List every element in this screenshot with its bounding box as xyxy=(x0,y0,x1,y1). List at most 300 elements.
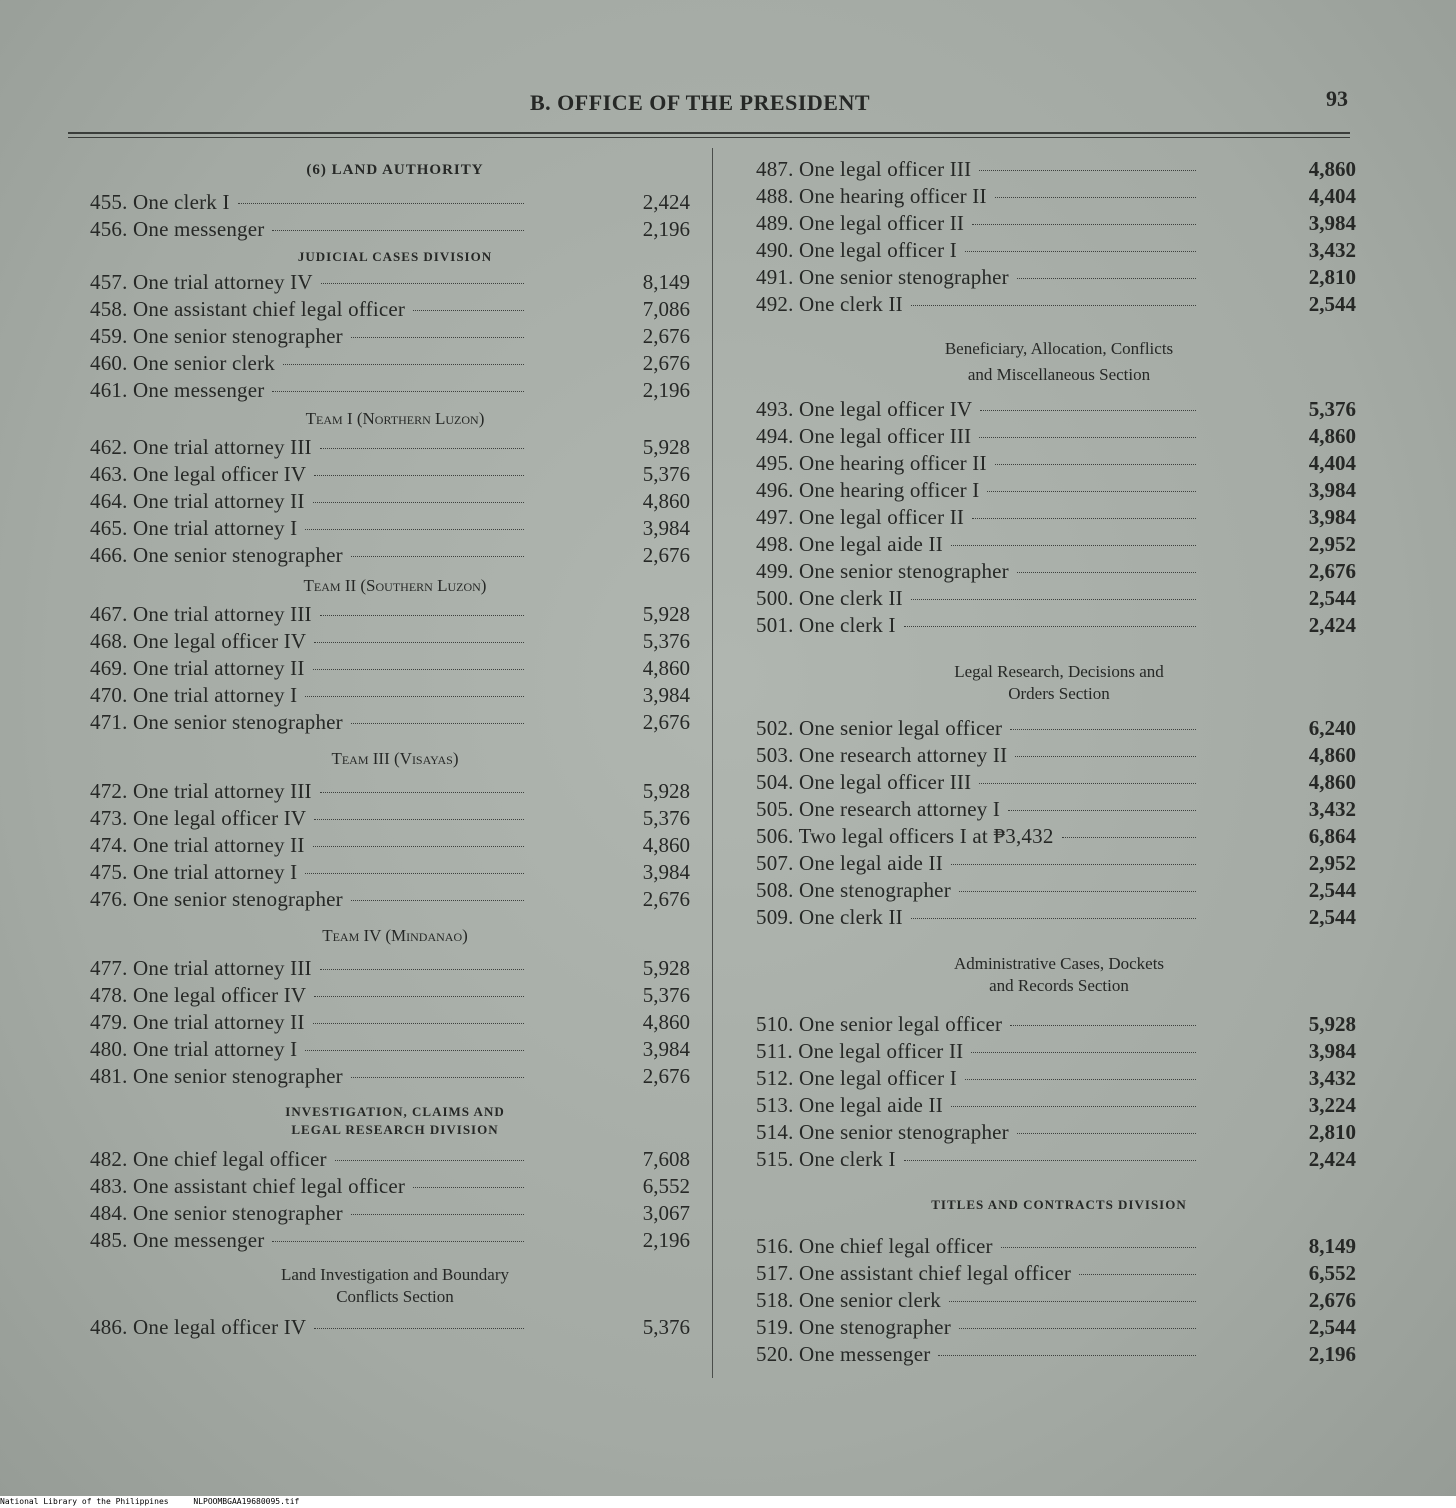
position-row xyxy=(756,1341,1362,1368)
position-label: 485. One messenger xyxy=(90,1228,265,1252)
position-label: 457. One trial attorney IV xyxy=(90,270,313,294)
salary-amount: 2,676 xyxy=(1308,559,1356,583)
dot-leader xyxy=(911,305,1196,306)
position-row xyxy=(756,742,1362,769)
salary-amount: 2,424 xyxy=(1308,613,1356,637)
position-label: 520. One messenger xyxy=(756,1342,931,1366)
position-label: 476. One senior stenographer xyxy=(90,887,343,911)
dot-leader xyxy=(314,996,524,997)
salary-amount: 2,544 xyxy=(1308,905,1356,929)
position-row xyxy=(90,515,700,542)
salary-amount: 3,224 xyxy=(1308,1093,1356,1117)
item-list xyxy=(756,1233,1362,1368)
position-label: 468. One legal officer IV xyxy=(90,629,307,653)
salary-amount: 2,544 xyxy=(1308,586,1356,610)
dot-leader xyxy=(238,203,524,204)
position-label: 471. One senior stenographer xyxy=(90,710,343,734)
dot-leader xyxy=(351,1077,524,1078)
position-row xyxy=(756,1011,1362,1038)
position-label: 502. One senior legal officer xyxy=(756,716,1003,740)
position-row xyxy=(90,805,700,832)
position-lead xyxy=(756,823,1202,850)
salary-amount: 2,196 xyxy=(1308,1342,1356,1366)
division-heading-titles: TITLES AND CONTRACTS DIVISION xyxy=(931,1197,1187,1212)
position-row xyxy=(90,628,700,655)
dot-leader xyxy=(1010,1025,1196,1026)
position-lead xyxy=(756,1038,1202,1065)
dot-leader xyxy=(972,224,1196,225)
left-column xyxy=(90,162,700,1341)
salary-amount: 6,552 xyxy=(642,1174,690,1198)
position-lead xyxy=(90,1200,530,1227)
position-row xyxy=(756,156,1362,183)
salary-amount: 6,864 xyxy=(1308,824,1356,848)
dot-leader xyxy=(351,723,524,724)
position-row xyxy=(756,715,1362,742)
position-lead xyxy=(756,1092,1202,1119)
footer-file: NLPOOMBGAA19680095.tif xyxy=(193,1497,300,1506)
position-lead xyxy=(90,296,530,323)
position-lead xyxy=(90,859,530,886)
salary-amount: 8,149 xyxy=(642,270,690,294)
dot-leader xyxy=(305,529,524,530)
position-row xyxy=(756,450,1362,477)
dot-leader xyxy=(305,696,524,697)
position-row xyxy=(756,877,1362,904)
position-label: 509. One clerk II xyxy=(756,905,903,929)
position-label: 459. One senior stenographer xyxy=(90,324,343,348)
dot-leader xyxy=(305,873,524,874)
salary-amount: 3,432 xyxy=(1308,238,1356,262)
position-row xyxy=(90,601,700,628)
position-lead xyxy=(756,156,1202,183)
salary-amount: 2,676 xyxy=(642,351,690,375)
position-label: 472. One trial attorney III xyxy=(90,779,312,803)
position-label: 489. One legal officer II xyxy=(756,211,965,235)
dot-leader xyxy=(959,1328,1196,1329)
salary-amount: 3,432 xyxy=(1308,797,1356,821)
position-row xyxy=(90,269,700,296)
position-lead xyxy=(756,742,1202,769)
position-lead xyxy=(90,886,530,913)
dot-leader xyxy=(1001,1247,1196,1248)
salary-amount: 3,984 xyxy=(642,516,690,540)
position-lead xyxy=(756,612,1202,639)
position-row xyxy=(90,1009,700,1036)
position-row xyxy=(90,859,700,886)
position-lead xyxy=(756,1065,1202,1092)
salary-amount: 2,676 xyxy=(1308,1288,1356,1312)
position-lead xyxy=(756,1260,1202,1287)
position-lead xyxy=(756,558,1202,585)
position-lead xyxy=(90,542,530,569)
position-lead xyxy=(756,904,1202,931)
position-label: 470. One trial attorney I xyxy=(90,683,298,707)
position-lead xyxy=(90,955,530,982)
salary-amount: 2,676 xyxy=(642,543,690,567)
salary-amount: 4,404 xyxy=(1308,184,1356,208)
footer-library: National Library of the Philippines xyxy=(0,1497,169,1506)
position-row xyxy=(90,1146,700,1173)
position-label: 515. One clerk I xyxy=(756,1147,896,1171)
salary-amount: 5,376 xyxy=(642,1315,690,1339)
position-lead xyxy=(90,189,530,216)
position-row xyxy=(756,477,1362,504)
position-label: 495. One hearing officer II xyxy=(756,451,987,475)
position-row xyxy=(756,1065,1362,1092)
position-lead xyxy=(756,1233,1202,1260)
salary-amount: 5,928 xyxy=(1308,1012,1356,1036)
dot-leader xyxy=(911,918,1196,919)
dot-leader xyxy=(320,792,524,793)
dot-leader xyxy=(335,1160,524,1161)
section-heading-land-authority: (6) LAND AUTHORITY xyxy=(306,162,484,178)
dot-leader xyxy=(1017,1133,1196,1134)
item-list xyxy=(756,1011,1362,1173)
dot-leader xyxy=(272,1241,524,1242)
position-row xyxy=(756,850,1362,877)
position-row xyxy=(90,189,700,216)
position-row xyxy=(756,423,1362,450)
position-row xyxy=(90,778,700,805)
position-label: 494. One legal officer III xyxy=(756,424,972,448)
position-label: 486. One legal officer IV xyxy=(90,1315,307,1339)
team-heading: Team II (Southern Luzon) xyxy=(303,576,487,595)
salary-amount: 3,984 xyxy=(1308,1039,1356,1063)
item-list xyxy=(90,601,700,736)
position-lead xyxy=(756,850,1202,877)
position-lead xyxy=(756,396,1202,423)
position-row xyxy=(90,377,700,404)
running-head: B. OFFICE OF THE PRESIDENT xyxy=(530,90,871,115)
position-lead xyxy=(756,1011,1202,1038)
position-label: 512. One legal officer I xyxy=(756,1066,957,1090)
position-lead xyxy=(756,877,1202,904)
salary-amount: 2,676 xyxy=(642,324,690,348)
position-label: 507. One legal aide II xyxy=(756,851,943,875)
position-lead xyxy=(90,515,530,542)
position-lead xyxy=(756,477,1202,504)
position-row xyxy=(756,264,1362,291)
section-heading-administrative-line2: and Records Section xyxy=(989,976,1129,995)
position-row xyxy=(756,504,1362,531)
position-label: 458. One assistant chief legal officer xyxy=(90,297,406,321)
section-heading-land-investigation: Land Investigation and Boundary xyxy=(280,1265,510,1284)
salary-amount: 4,860 xyxy=(642,1010,690,1034)
position-row xyxy=(90,296,700,323)
position-label: 510. One senior legal officer xyxy=(756,1012,1003,1036)
salary-amount: 4,860 xyxy=(642,833,690,857)
salary-amount: 7,608 xyxy=(642,1147,690,1171)
salary-amount: 6,552 xyxy=(1308,1261,1356,1285)
position-lead xyxy=(756,1119,1202,1146)
salary-amount: 5,376 xyxy=(642,629,690,653)
position-row xyxy=(756,558,1362,585)
position-row xyxy=(90,982,700,1009)
position-row xyxy=(756,531,1362,558)
salary-amount: 2,196 xyxy=(642,378,690,402)
position-row xyxy=(756,210,1362,237)
dot-leader xyxy=(272,230,524,231)
salary-amount: 3,984 xyxy=(642,860,690,884)
item-list xyxy=(90,434,700,569)
position-label: 480. One trial attorney I xyxy=(90,1037,298,1061)
salary-amount: 3,432 xyxy=(1308,1066,1356,1090)
position-lead xyxy=(90,461,530,488)
dot-leader xyxy=(965,1079,1196,1080)
position-lead xyxy=(756,450,1202,477)
salary-amount: 3,984 xyxy=(1308,505,1356,529)
position-row xyxy=(90,955,700,982)
position-label: 478. One legal officer IV xyxy=(90,983,307,1007)
position-label: 496. One hearing officer I xyxy=(756,478,980,502)
page-number: 93 xyxy=(1326,86,1348,111)
position-lead xyxy=(90,778,530,805)
position-row xyxy=(90,488,700,515)
position-row xyxy=(756,183,1362,210)
salary-amount: 4,404 xyxy=(1308,451,1356,475)
dot-leader xyxy=(321,283,524,284)
position-lead xyxy=(90,1146,530,1173)
position-label: 467. One trial attorney III xyxy=(90,602,312,626)
position-label: 477. One trial attorney III xyxy=(90,956,312,980)
position-row xyxy=(90,350,700,377)
salary-amount: 5,376 xyxy=(642,806,690,830)
position-lead xyxy=(90,982,530,1009)
dot-leader xyxy=(911,599,1196,600)
position-lead xyxy=(756,585,1202,612)
position-lead xyxy=(756,291,1202,318)
position-row xyxy=(756,237,1362,264)
dot-leader xyxy=(980,410,1196,411)
item-list xyxy=(90,778,700,913)
position-row xyxy=(90,323,700,350)
division-heading-investigation-line2: LEGAL RESEARCH DIVISION xyxy=(291,1122,499,1137)
dot-leader xyxy=(1017,572,1196,573)
salary-amount: 3,984 xyxy=(642,683,690,707)
position-lead xyxy=(90,682,530,709)
position-lead xyxy=(90,1314,530,1341)
dot-leader xyxy=(1017,278,1196,279)
position-row xyxy=(90,216,700,243)
salary-amount: 4,860 xyxy=(1308,743,1356,767)
position-label: 499. One senior stenographer xyxy=(756,559,1009,583)
dot-leader xyxy=(1010,729,1196,730)
dot-leader xyxy=(351,337,524,338)
position-lead xyxy=(90,655,530,682)
position-lead xyxy=(756,531,1202,558)
dot-leader xyxy=(313,846,524,847)
position-label: 463. One legal officer IV xyxy=(90,462,307,486)
dot-leader xyxy=(313,1023,524,1024)
position-label: 504. One legal officer III xyxy=(756,770,972,794)
position-row xyxy=(756,1119,1362,1146)
position-label: 479. One trial attorney II xyxy=(90,1010,305,1034)
position-row xyxy=(90,434,700,461)
position-lead xyxy=(756,183,1202,210)
position-row xyxy=(756,1233,1362,1260)
position-label: 505. One research attorney I xyxy=(756,797,1001,821)
salary-amount: 2,544 xyxy=(1308,878,1356,902)
dot-leader xyxy=(314,819,524,820)
position-label: 469. One trial attorney II xyxy=(90,656,305,680)
item-list xyxy=(90,189,700,243)
position-label: 501. One clerk I xyxy=(756,613,896,637)
position-lead xyxy=(90,805,530,832)
dot-leader xyxy=(314,642,524,643)
position-row xyxy=(756,1146,1362,1173)
dot-leader xyxy=(959,891,1196,892)
position-row xyxy=(90,832,700,859)
item-list xyxy=(756,156,1362,318)
item-list xyxy=(90,1314,700,1341)
position-lead xyxy=(756,423,1202,450)
salary-amount: 8,149 xyxy=(1308,1234,1356,1258)
header-rule xyxy=(68,132,1350,134)
salary-amount: 5,928 xyxy=(642,602,690,626)
position-lead xyxy=(756,210,1202,237)
salary-amount: 4,860 xyxy=(1308,157,1356,181)
position-label: 474. One trial attorney II xyxy=(90,833,305,857)
salary-amount: 3,984 xyxy=(642,1037,690,1061)
position-lead xyxy=(90,1063,530,1090)
right-column xyxy=(756,156,1362,1368)
dot-leader xyxy=(351,556,524,557)
position-row xyxy=(756,612,1362,639)
section-heading-administrative: Administrative Cases, Dockets xyxy=(953,954,1165,973)
position-row xyxy=(90,655,700,682)
position-label: 462. One trial attorney III xyxy=(90,435,312,459)
position-row xyxy=(90,542,700,569)
salary-amount: 3,067 xyxy=(642,1201,690,1225)
header-rule-thin xyxy=(68,137,1350,138)
position-row xyxy=(90,1314,700,1341)
salary-amount: 5,376 xyxy=(642,983,690,1007)
position-label: 493. One legal officer IV xyxy=(756,397,973,421)
salary-amount: 5,376 xyxy=(1308,397,1356,421)
position-lead xyxy=(90,709,530,736)
position-lead xyxy=(90,832,530,859)
salary-amount: 5,928 xyxy=(642,956,690,980)
position-label: 466. One senior stenographer xyxy=(90,543,343,567)
item-list xyxy=(90,1146,700,1254)
position-label: 516. One chief legal officer xyxy=(756,1234,993,1258)
position-row xyxy=(90,1036,700,1063)
dot-leader xyxy=(351,1214,524,1215)
position-row xyxy=(90,1063,700,1090)
dot-leader xyxy=(904,1160,1196,1161)
salary-amount: 7,086 xyxy=(642,297,690,321)
salary-amount: 4,860 xyxy=(642,489,690,513)
position-label: 491. One senior stenographer xyxy=(756,265,1009,289)
dot-leader xyxy=(413,310,524,311)
salary-amount: 2,810 xyxy=(1308,265,1356,289)
position-lead xyxy=(90,488,530,515)
position-label: 473. One legal officer IV xyxy=(90,806,307,830)
dot-leader xyxy=(1079,1274,1196,1275)
dot-leader xyxy=(314,475,524,476)
salary-amount: 2,424 xyxy=(642,190,690,214)
salary-amount: 5,928 xyxy=(642,435,690,459)
salary-amount: 2,952 xyxy=(1308,532,1356,556)
dot-leader xyxy=(1008,810,1196,811)
position-label: 511. One legal officer II xyxy=(756,1039,964,1063)
salary-amount: 3,984 xyxy=(1308,478,1356,502)
dot-leader xyxy=(972,518,1196,519)
dot-leader xyxy=(272,391,524,392)
position-row xyxy=(90,886,700,913)
salary-amount: 2,196 xyxy=(642,1228,690,1252)
dot-leader xyxy=(313,502,524,503)
dot-leader xyxy=(979,170,1196,171)
position-label: 455. One clerk I xyxy=(90,190,230,214)
position-lead xyxy=(756,796,1202,823)
position-label: 500. One clerk II xyxy=(756,586,903,610)
division-heading-judicial: JUDICIAL CASES DIVISION xyxy=(297,249,493,264)
position-row xyxy=(756,1260,1362,1287)
scan-footer xyxy=(0,1496,1456,1508)
position-lead xyxy=(90,269,530,296)
position-row xyxy=(756,1092,1362,1119)
column-divider xyxy=(712,148,713,1378)
division-heading-investigation: INVESTIGATION, CLAIMS AND xyxy=(285,1104,505,1119)
position-label: 514. One senior stenographer xyxy=(756,1120,1009,1144)
position-label: 461. One messenger xyxy=(90,378,265,402)
position-label: 517. One assistant chief legal officer xyxy=(756,1261,1072,1285)
position-lead xyxy=(90,1227,530,1254)
dot-leader xyxy=(320,615,524,616)
position-label: 503. One research attorney II xyxy=(756,743,1008,767)
position-label: 484. One senior stenographer xyxy=(90,1201,343,1225)
position-lead xyxy=(756,769,1202,796)
position-row xyxy=(756,1287,1362,1314)
position-row xyxy=(756,796,1362,823)
position-label: 464. One trial attorney II xyxy=(90,489,305,513)
dot-leader xyxy=(314,1328,524,1329)
salary-amount: 2,196 xyxy=(642,217,690,241)
position-label: 519. One stenographer xyxy=(756,1315,951,1339)
salary-amount: 4,860 xyxy=(1308,770,1356,794)
dot-leader xyxy=(305,1050,524,1051)
dot-leader xyxy=(979,437,1196,438)
position-label: 482. One chief legal officer xyxy=(90,1147,327,1171)
position-lead xyxy=(756,264,1202,291)
position-lead xyxy=(90,628,530,655)
section-heading-legal-research: Legal Research, Decisions and xyxy=(954,662,1164,681)
position-row xyxy=(90,1227,700,1254)
position-lead xyxy=(90,377,530,404)
team-heading: Team III (Visayas) xyxy=(331,749,459,768)
dot-leader xyxy=(965,251,1196,252)
position-lead xyxy=(756,1314,1202,1341)
section-heading-beneficiary: Beneficiary, Allocation, Conflicts xyxy=(944,339,1174,358)
dot-leader xyxy=(949,1301,1196,1302)
section-heading-legal-research-line2: Orders Section xyxy=(1008,684,1110,703)
position-lead xyxy=(90,350,530,377)
dot-leader xyxy=(951,545,1196,546)
position-label: 490. One legal officer I xyxy=(756,238,957,262)
salary-amount: 5,376 xyxy=(642,462,690,486)
dot-leader xyxy=(320,969,524,970)
position-label: 506. Two legal officers I at ₱3,432 xyxy=(756,824,1054,848)
position-label: 492. One clerk II xyxy=(756,292,903,316)
dot-leader xyxy=(951,1106,1196,1107)
salary-amount: 4,860 xyxy=(1308,424,1356,448)
position-row xyxy=(90,461,700,488)
position-row xyxy=(756,769,1362,796)
salary-amount: 2,676 xyxy=(642,887,690,911)
position-row xyxy=(756,291,1362,318)
